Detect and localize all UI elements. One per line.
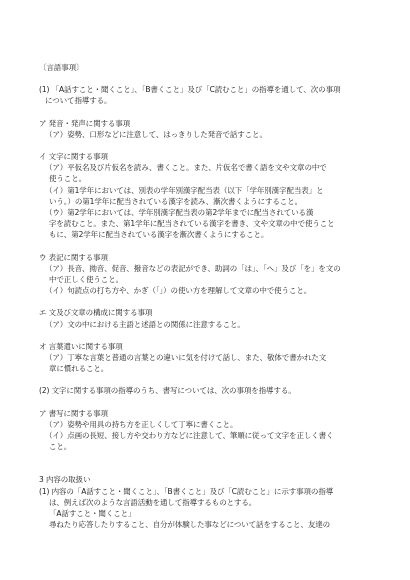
wording-line-2: 章に慣れること。: [49, 364, 109, 374]
document-page: [39, 62, 379, 531]
content-handling-line-3: 「A話すこと・聞くこと」: [49, 509, 136, 519]
characters-line-6: 字を読むこと。また、第1学年に配当されている漢字を書き、文や文章の中で使うこと: [49, 219, 335, 229]
notation-line-3: （イ）句読点の打ち方や、かぎ（「」）の使い方を理解して文章の中で使うこと。: [45, 286, 312, 296]
calligraphy-line-1: （ア）姿勢や用具の持ち方を正しくして丁寧に書くこと。: [45, 419, 238, 429]
heading-wording: オ 言葉遣いに関する事項: [39, 341, 123, 351]
content-handling-line-4: 尋ねたり応答したりすること、自分が体験した事などについて話をすること、友達の: [49, 520, 331, 530]
content-handling-line-2: は、例えば次のような言語活動を通して指導するものとする。: [49, 497, 257, 507]
heading-characters: イ 文字に関する事項: [39, 152, 108, 162]
notation-line-2: 中で正しく使うこと。: [49, 275, 123, 285]
heading-calligraphy: ア 書写に関する事項: [39, 408, 108, 418]
calligraphy-line-2: （イ）点画の長短、接し方や交わり方などに注意して、筆順に従って文字を正しく書く: [45, 431, 334, 441]
characters-line-5: （ウ）第2学年においては、学年別漢字配当表の第2学年までに配当されている漢: [45, 208, 314, 218]
intro-line-1: (1) 「A話すこと・聞くこと」、「B書くこと」及び「C読むこと」の指導を通して、次の事項: [39, 85, 341, 95]
content-handling-line-1: (1) 内容の「A話すこと・聞くこと」、「B書くこと」及び「C読むこと」に示す事項の指導: [39, 486, 334, 496]
calligraphy-line-3: こと。: [49, 442, 72, 452]
calligraphy-note: (2) 文字に関する事項の指導のうち、書写については、次の事項を指導する。: [39, 386, 296, 396]
wording-line-1: （ア）丁寧な言葉と普通の言葉との違いに気を付けて話し、また、敬体で書かれた文: [45, 353, 327, 363]
pronunciation-line-1: （ア）姿勢、口形などに注意して、はっきりした発音で話すこと。: [45, 129, 267, 139]
characters-line-7: もに、第2学年に配当されている漢字を漸次書くようにすること。: [49, 230, 269, 240]
heading-content-handling: 3 内容の取扱い: [39, 475, 91, 485]
section-title: 〔言語事項〕: [39, 63, 84, 72]
characters-line-2: 使うこと。: [49, 174, 86, 184]
notation-line-1: （ア）長音、拗音、促音、撥音などの表記ができ、助詞の「は」、「へ」及び「を」を文の: [45, 263, 341, 273]
characters-line-4: いう。）の第1学年に配当されている漢字を読み、漸次書くようにすること。: [49, 196, 302, 206]
heading-notation: ウ 表記に関する事項: [39, 252, 108, 262]
heading-sentence-structure: エ 文及び文章の構成に関する事項: [39, 308, 153, 318]
sentence-structure-line-1: （ア）文の中における主語と述語との関係に注意すること。: [45, 319, 245, 329]
intro-line-2: について指導する。: [45, 96, 112, 106]
characters-line-1: （ア）平仮名及び片仮名を読み、書くこと。また、片仮名で書く語を文や文章の中で: [45, 163, 327, 173]
characters-line-3: （イ）第1学年においては、別表の学年別漢字配当表（以下「学年別漢字配当表」と: [45, 185, 324, 195]
heading-pronunciation: ア 発音・発声に関する事項: [39, 118, 131, 128]
